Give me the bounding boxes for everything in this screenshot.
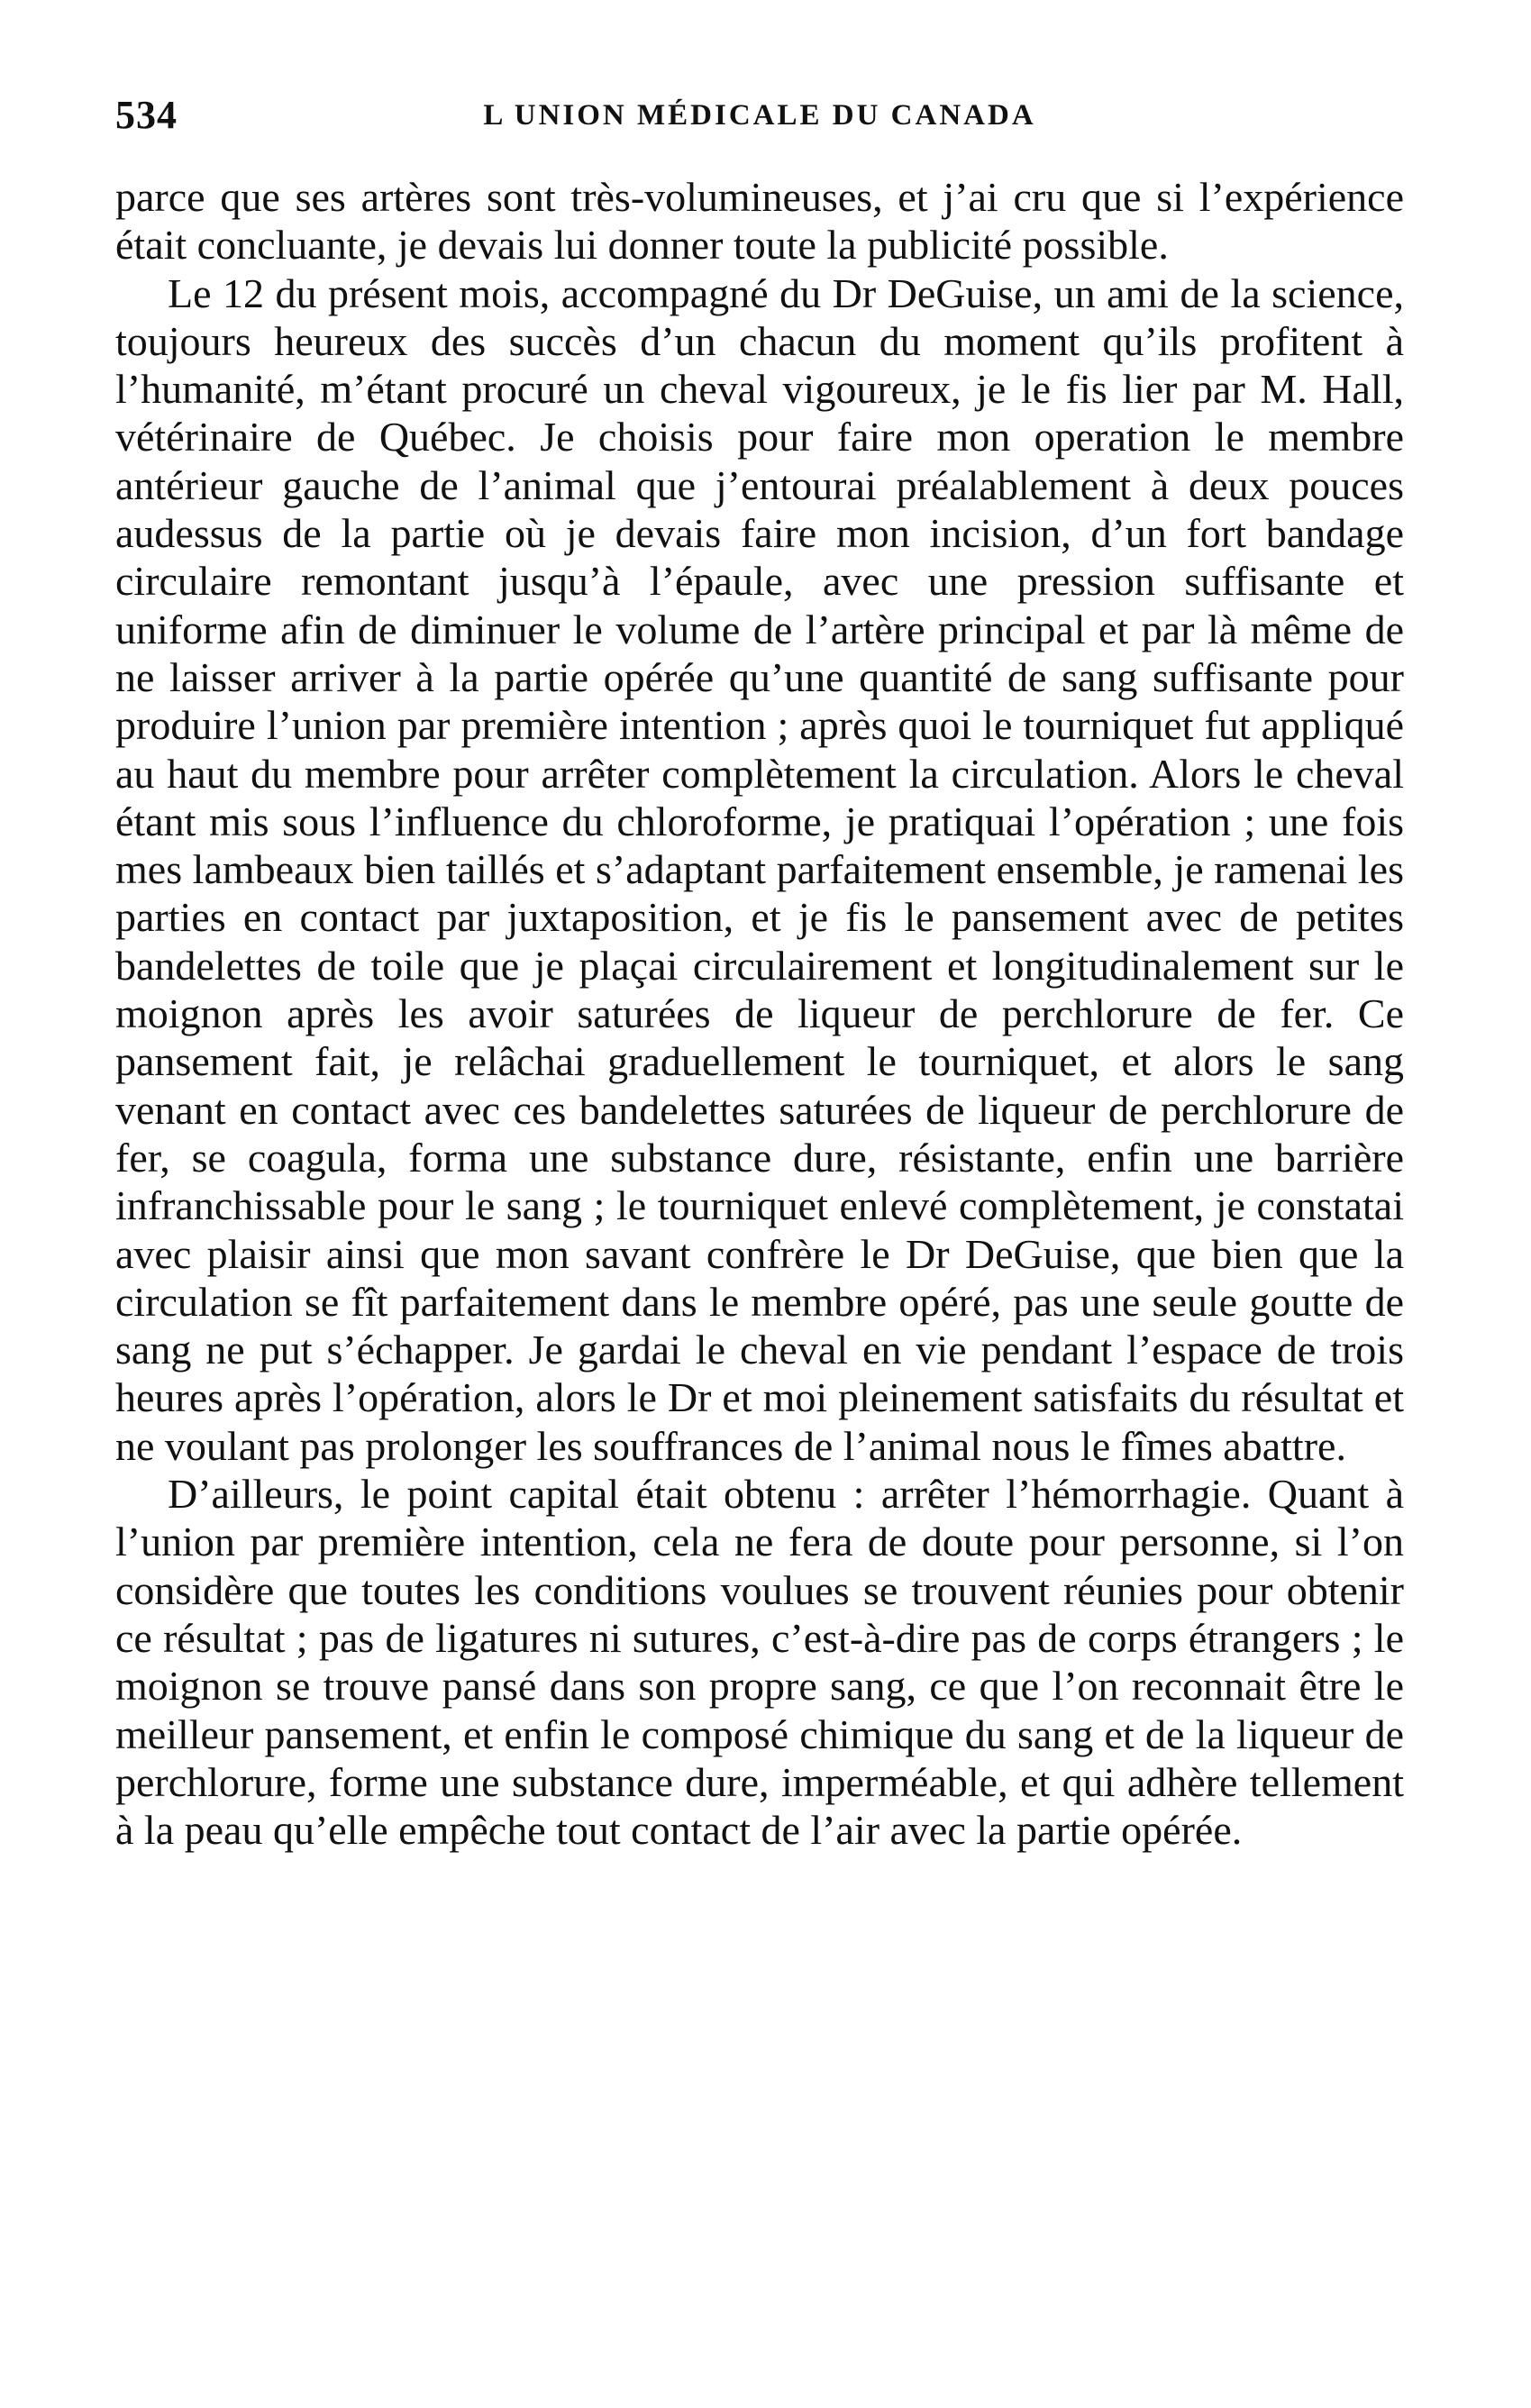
paragraph-conclusion: D’ailleurs, le point capital était obtenu : arrêter l’hémorrhagie. Quant à l’union par première intention, cela ne fera de doute pour personne, si l’on considère que toutes les conditions voulues se trouvent réunies pour obtenir ce résultat ; pas de ligatures ni sutures, c’est-à-dire pas de corps étrangers ; le moignon se trouve pansé dans son propre sang, ce que l’on reconnait être le meilleur pansement, et enfin le composé chimique du sang et de la liqueur de perchlorure, forme une substance dure, imperméable, et qui adhère tellement à la peau qu’elle empêche tout contact de l’air avec la partie opérée. [115, 1471, 1404, 1854]
running-header [115, 83, 1404, 164]
paragraph-continuation: parce que ses artères sont très-volumineuses, et j’ai cru que si l’expérience était concluante, je devais lui donner toute la publicité possible. [115, 174, 1404, 269]
article-body [115, 173, 1404, 1854]
document-page [115, 83, 1404, 2354]
journal-title: L UNION MÉDICALE DU CANADA [483, 99, 1036, 132]
paragraph-operation-account: Le 12 du présent mois, accompagné du Dr DeGuise, un ami de la science, toujours heureux des succès d’un chacun du moment qu’ils profitent à l’humanité, m’étant procuré un cheval vigoureux, je le fis lier par M. Hall, vétérinaire de Québec. Je choisis pour faire mon operation le membre antérieur gauche de l’animal que j’entourai préalablement à deux pouces audessus de la partie où je devais faire mon incision, d’un fort bandage circulaire remontant jusqu’à l’épaule, avec une pression suffisante et uniforme afin de diminuer le volume de l’artère principal et par là même de ne laisser arriver à la partie opérée qu’une quantité de sang suffisante pour produire l’union par première intention ; après quoi le tourniquet fut appliqué au haut du membre pour arrêter complètement la circulation. Alors le cheval étant mis sous l’influence du chloroforme, je pratiquai l’opération ; une fois mes lambeaux bien taillés et s’adaptant parfaitement ensemble, je ramenai les parties en contact par juxtaposition, et je fis le pansement avec de petites bandelettes de toile que je plaçai circulairement et longitudinalement sur le moignon après les avoir saturées de liqueur de perchlorure de fer. Ce pansement fait, je relâchai graduellement le tourniquet, et alors le sang venant en contact avec ces bandelettes saturées de liqueur de perchlorure de fer, se coagula, forma une substance dure, résistante, enfin une barrière infranchissable pour le sang ; le tourniquet enlevé complètement, je constatai avec plaisir ainsi que mon savant confrère le Dr DeGuise, que bien que la circulation se fît parfaitement dans le membre opéré, pas une seule goutte de sang ne put s’échapper. Je gardai le cheval en vie pendant l’espace de trois heures après l’opération, alors le Dr et moi pleinement satisfaits du résultat et ne voulant pas prolonger les souffrances de l’animal nous le fîmes abattre. [115, 269, 1404, 1469]
page-number: 534 [115, 93, 178, 137]
